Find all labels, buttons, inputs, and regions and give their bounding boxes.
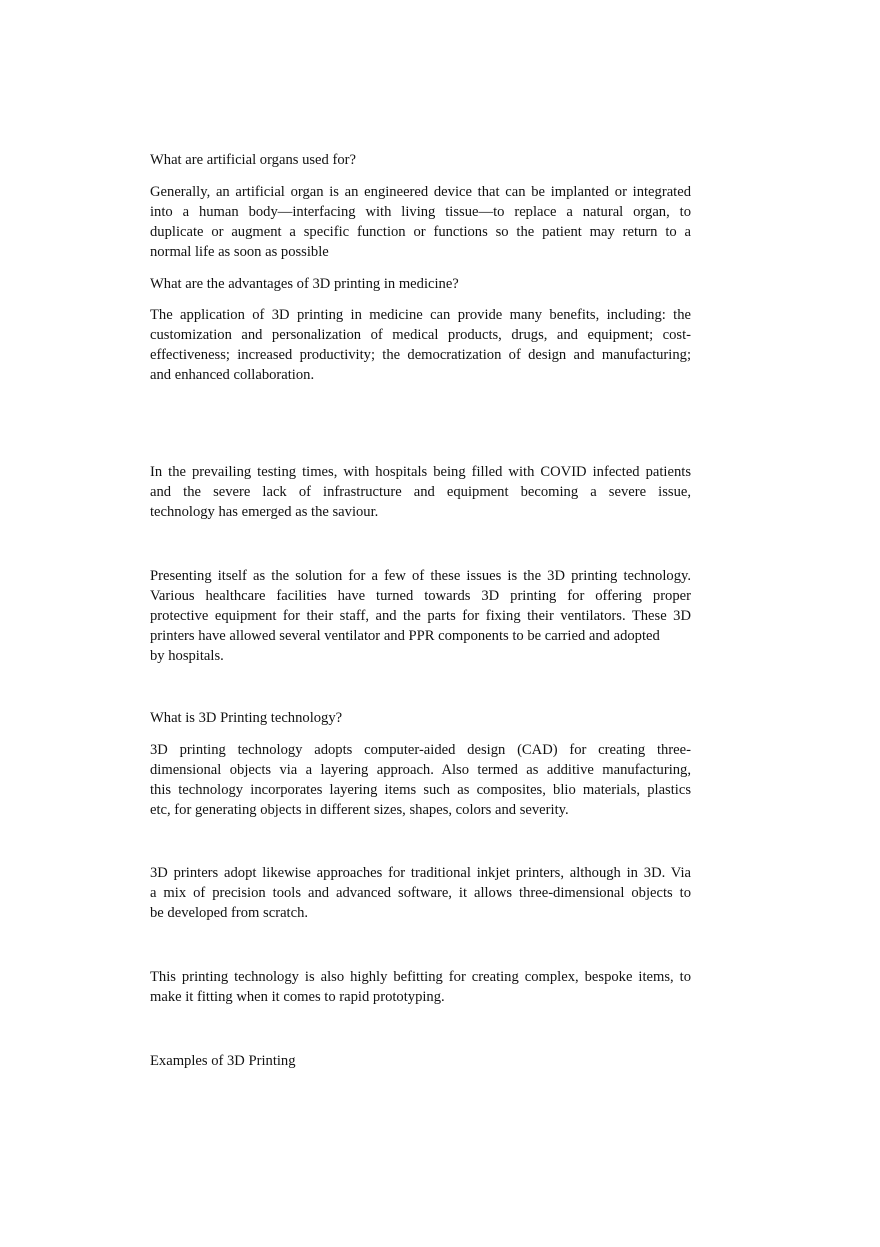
text-line: by hospitals. bbox=[150, 648, 224, 664]
text-line: Presenting itself as the solution for a few of these issues is the 3D printing technology. bbox=[150, 568, 691, 584]
paragraph-covid bbox=[150, 462, 691, 522]
text-line: be developed from scratch. bbox=[150, 905, 309, 921]
paragraph-artificial-organs bbox=[150, 182, 691, 262]
paragraph-what-is-3d-printing bbox=[150, 740, 691, 820]
text-line: This printing technology is also highly befitting for creating complex, bespoke items, to bbox=[150, 969, 691, 985]
text-line: into a human body—interfacing with living tissue—to replace a natural organ, to bbox=[150, 204, 691, 220]
paragraph-solution bbox=[150, 566, 691, 666]
text-line: effectiveness; increased productivity; the democratization of design and manufacturing; bbox=[150, 347, 691, 363]
text-line: printers have allowed several ventilator and PPR components to be carried and adopted bbox=[150, 628, 660, 644]
text-line: The application of 3D printing in medicine can provide many benefits, including: the bbox=[150, 307, 691, 323]
text-line: a mix of precision tools and advanced software, it allows three-dimensional objects to bbox=[150, 885, 691, 901]
text-line: protective equipment for their staff, and the parts for fixing their ventilators. These 3D bbox=[150, 608, 691, 624]
text-line: etc, for generating objects in different sizes, shapes, colors and severity. bbox=[150, 802, 569, 818]
text-line: duplicate or augment a specific function or functions so the patient may return to a bbox=[150, 224, 691, 240]
text-line: customization and personalization of medical products, drugs, and equipment; cost- bbox=[150, 327, 691, 343]
text-line: Generally, an artificial organ is an engineered device that can be implanted or integrated bbox=[150, 184, 691, 200]
paragraph-3d-advantages bbox=[150, 305, 691, 385]
text-line: this technology incorporates layering items such as composites, blio materials, plastics bbox=[150, 782, 691, 798]
heading-3d-advantages: What are the advantages of 3D printing in medicine? bbox=[150, 276, 459, 292]
heading-examples: Examples of 3D Printing bbox=[150, 1053, 296, 1069]
text-line: In the prevailing testing times, with hospitals being filled with COVID infected patients bbox=[150, 464, 691, 480]
paragraph-inkjet bbox=[150, 863, 691, 923]
text-line: and the severe lack of infrastructure and equipment becoming a severe issue, bbox=[150, 484, 691, 500]
heading-artificial-organs: What are artificial organs used for? bbox=[150, 152, 356, 168]
text-line: Various healthcare facilities have turned towards 3D printing for offering proper bbox=[150, 588, 691, 604]
text-line: make it fitting when it comes to rapid prototyping. bbox=[150, 989, 445, 1005]
text-line: dimensional objects via a layering approach. Also termed as additive manufacturing, bbox=[150, 762, 691, 778]
text-line: 3D printing technology adopts computer-aided design (CAD) for creating three- bbox=[150, 742, 691, 758]
text-line: technology has emerged as the saviour. bbox=[150, 504, 379, 520]
text-line: normal life as soon as possible bbox=[150, 244, 329, 260]
heading-what-is-3d-printing: What is 3D Printing technology? bbox=[150, 710, 343, 726]
text-line: and enhanced collaboration. bbox=[150, 367, 315, 383]
paragraph-bespoke bbox=[150, 967, 691, 1007]
text-line: 3D printers adopt likewise approaches for traditional inkjet printers, although in 3D. Via bbox=[150, 865, 691, 881]
